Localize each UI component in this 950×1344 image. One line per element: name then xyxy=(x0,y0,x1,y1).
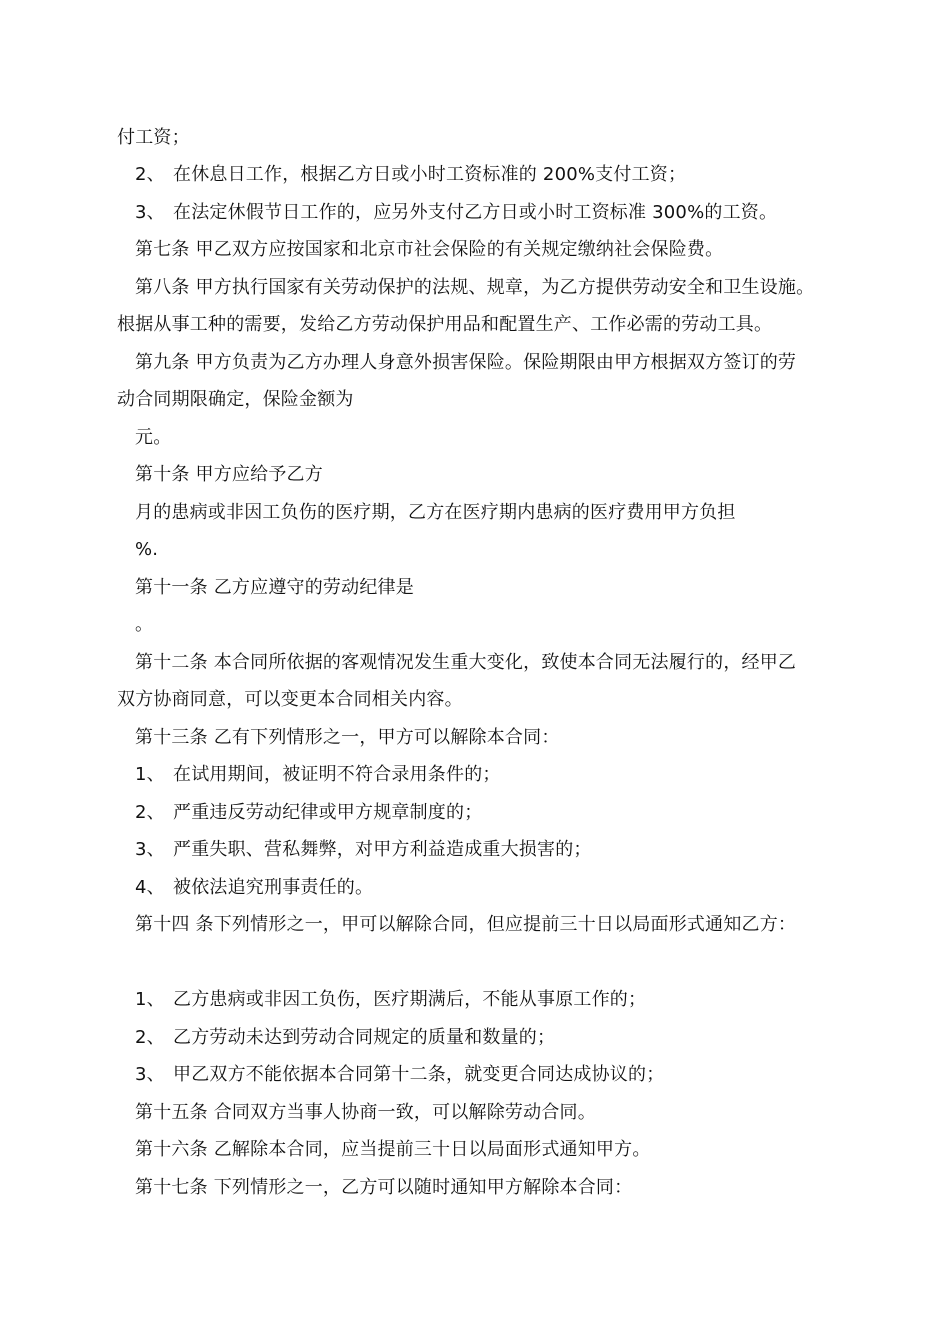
text-line: 动合同期限确定，保险金额为 xyxy=(117,389,354,410)
list-item xyxy=(135,801,482,825)
text-line: %. xyxy=(135,539,159,560)
list-item xyxy=(135,988,646,1012)
text-line: 双方协商同意，可以变更本合同相关内容。 xyxy=(117,689,463,710)
list-number: 2、 xyxy=(135,1027,165,1048)
article-11: 第十一条 乙方应遵守的劳动纪律是 xyxy=(135,577,414,598)
list-item xyxy=(135,1026,555,1050)
list-number: 1、 xyxy=(135,989,165,1010)
list-item-text: 严重失职、营私舞弊，对甲方利益造成重大损害的； xyxy=(173,839,592,860)
list-item-text: 甲乙双方不能依据本合同第十二条，就变更合同达成协议的； xyxy=(173,1064,665,1085)
list-item-text: 乙方患病或非因工负伤，医疗期满后，不能从事原工作的； xyxy=(173,989,647,1010)
list-number: 3、 xyxy=(135,202,165,223)
list-number: 4、 xyxy=(135,877,165,898)
list-item xyxy=(135,838,592,862)
list-item-text: 被依法追究刑事责任的。 xyxy=(173,877,374,898)
list-number: 2、 xyxy=(135,802,165,823)
list-item xyxy=(135,201,777,225)
article-15: 第十五条 合同双方当事人协商一致，可以解除劳动合同。 xyxy=(135,1102,596,1123)
list-item xyxy=(135,876,373,900)
list-item-text: 在法定休假节日工作的，应另外支付乙方日或小时工资标准 300%的工资。 xyxy=(173,202,778,223)
list-item xyxy=(135,1063,664,1087)
list-number: 3、 xyxy=(135,839,165,860)
list-item xyxy=(135,163,686,187)
article-12: 第十二条 本合同所依据的客观情况发生重大变化，致使本合同无法履行的，经甲乙 xyxy=(135,652,797,673)
article-17: 第十七条 下列情形之一，乙方可以随时通知甲方解除本合同： xyxy=(135,1177,633,1198)
text-line: 付工资； xyxy=(117,127,190,148)
article-14: 第十四 条下列情形之一，甲可以解除合同，但应提前三十日以局面形式通知乙方： xyxy=(135,914,797,935)
article-8: 第八条 甲方执行国家有关劳动保护的法规、规章，为乙方提供劳动安全和卫生设施。 xyxy=(135,277,815,298)
list-number: 2、 xyxy=(135,164,165,185)
list-item-text: 乙方劳动未达到劳动合同规定的质量和数量的； xyxy=(173,1027,556,1048)
text-line: 月的患病或非因工负伤的医疗期，乙方在医疗期内患病的医疗费用甲方负担 xyxy=(135,502,736,523)
list-number: 1、 xyxy=(135,764,165,785)
list-number: 3、 xyxy=(135,1064,165,1085)
list-item-text: 严重违反劳动纪律或甲方规章制度的； xyxy=(173,802,483,823)
list-item-text: 在休息日工作，根据乙方日或小时工资标准的 200%支付工资； xyxy=(173,164,687,185)
article-7: 第七条 甲乙双方应按国家和北京市社会保险的有关规定缴纳社会保险费。 xyxy=(135,239,724,260)
article-10: 第十条 甲方应给予乙方 xyxy=(135,464,323,485)
article-16: 第十六条 乙解除本合同，应当提前三十日以局面形式通知甲方。 xyxy=(135,1139,651,1160)
list-item-text: 在试用期间，被证明不符合录用条件的； xyxy=(173,764,501,785)
list-item xyxy=(135,763,501,787)
text-line: 元。 xyxy=(135,427,172,448)
text-line: 。 xyxy=(135,614,154,635)
text-line: 根据从事工种的需要，发给乙方劳动保护用品和配置生产、工作必需的劳动工具。 xyxy=(117,314,773,335)
article-9: 第九条 甲方负责为乙方办理人身意外损害保险。保险期限由甲方根据双方签订的劳 xyxy=(135,352,797,373)
article-13: 第十三条 乙有下列情形之一，甲方可以解除本合同： xyxy=(135,727,560,748)
